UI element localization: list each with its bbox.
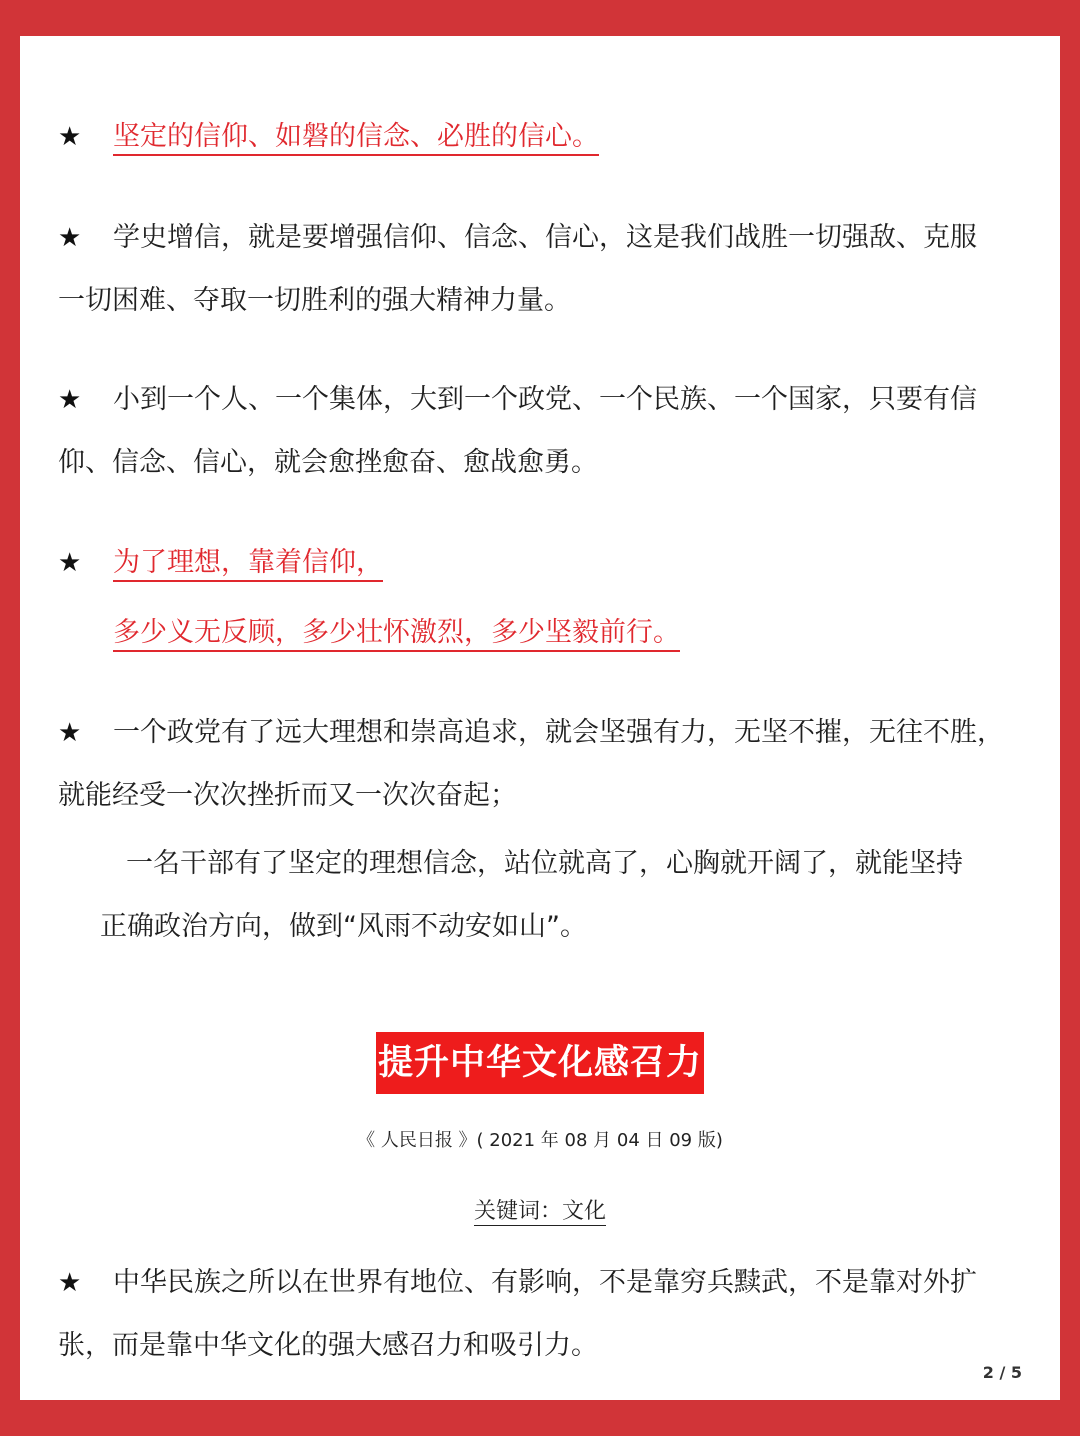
paragraph-line: 仰、信念、信心，就会愈挫愈奋、愈战愈勇。 bbox=[58, 447, 598, 478]
paragraph-line: 一个政党有了远大理想和崇高追求，就会坚强有力，无坚不摧，无往不胜， bbox=[113, 717, 1004, 748]
paragraph-line: 正确政治方向，做到“风雨不动安如山”。 bbox=[100, 911, 587, 942]
paragraph-line: 学史增信，就是要增强信仰、信念、信心，这是我们战胜一切强敌、克服 bbox=[113, 222, 977, 253]
star-icon: ★ bbox=[58, 122, 82, 152]
source-citation: 《 人民日报 》( 2021 年 08 月 04 日 09 版) bbox=[357, 1130, 723, 1151]
document-page bbox=[20, 36, 1060, 1400]
highlight-text: 为了理想，靠着信仰， bbox=[113, 547, 383, 578]
page-number: 2 / 5 bbox=[982, 1363, 1022, 1382]
highlight-text: 坚定的信仰、如磐的信念、必胜的信心。 bbox=[113, 121, 599, 152]
paragraph-line: 中华民族之所以在世界有地位、有影响，不是靠穷兵黩武，不是靠对外扩 bbox=[113, 1267, 977, 1298]
paragraph-line: 小到一个人、一个集体，大到一个政党、一个民族、一个国家，只要有信 bbox=[113, 384, 977, 415]
star-icon: ★ bbox=[58, 1268, 82, 1298]
keyword-text: 关键词：文化 bbox=[473, 1199, 606, 1224]
star-icon: ★ bbox=[58, 548, 82, 578]
paragraph-line: 就能经受一次次挫折而又一次次奋起； bbox=[58, 780, 517, 811]
highlight-text: 多少义无反顾，多少壮怀激烈，多少坚毅前行。 bbox=[113, 617, 680, 648]
star-icon: ★ bbox=[58, 718, 82, 748]
star-icon: ★ bbox=[58, 223, 82, 253]
keyword-label bbox=[20, 1194, 1060, 1225]
star-icon: ★ bbox=[58, 385, 82, 415]
paragraph-line: 一名干部有了坚定的理想信念，站位就高了，心胸就开阔了，就能坚持 bbox=[126, 848, 963, 879]
paragraph-line: 张，而是靠中华文化的强大感召力和吸引力。 bbox=[58, 1330, 598, 1361]
paragraph-line: 一切困难、夺取一切胜利的强大精神力量。 bbox=[58, 285, 571, 316]
section-title: 提升中华文化感召力 bbox=[376, 1032, 704, 1094]
